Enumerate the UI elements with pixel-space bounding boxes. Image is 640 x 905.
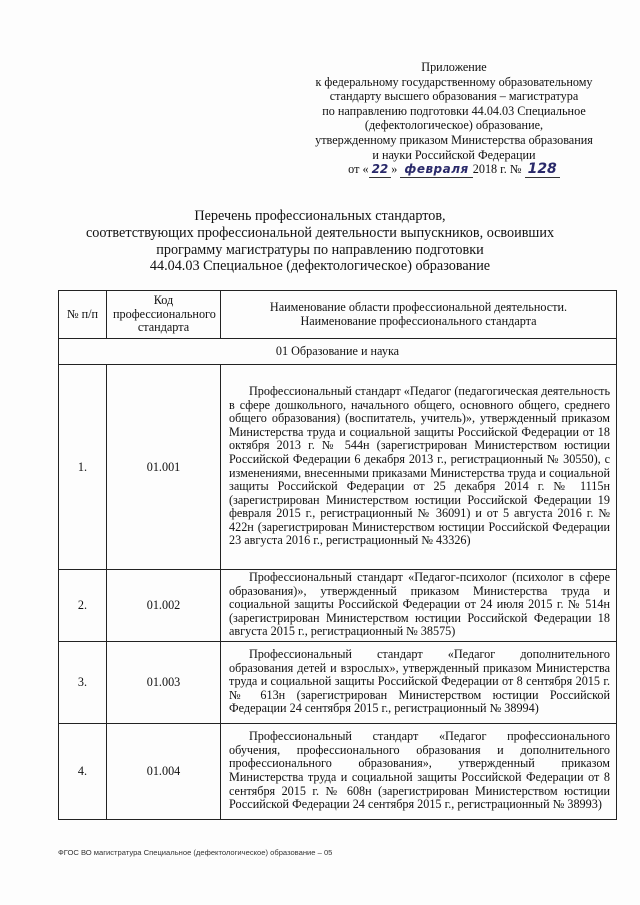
title-line: соответствующих профессиональной деятельности выпускников, освоивших xyxy=(85,224,555,241)
row-num: 3. xyxy=(59,642,107,724)
title-line: программу магистратуры по направлению подготовки xyxy=(156,241,484,258)
header-name: Наименование области профессиональной деятельности. Наименование профессионального стандарта xyxy=(221,291,617,339)
title-line: Перечень профессиональных стандартов, xyxy=(194,208,446,224)
row-code: 01.004 xyxy=(107,724,221,820)
document-title xyxy=(40,208,600,275)
table-header-row xyxy=(59,291,617,339)
handwritten-order-number: 128 xyxy=(525,162,560,178)
appendix-line: утвержденному приказом Министерства образования xyxy=(315,132,593,147)
row-num: 1. xyxy=(59,365,107,570)
handwritten-month: февраля xyxy=(400,162,472,178)
row-text-content: Профессиональный стандарт «Педагог-психолог (психолог в сфере образования)», утвержденный приказом Министерства труда и социальной защиты Российской Федерации от 24 июля 2015 г. № 514н (зарегистрирован Министерством юстиции Российской Федерации 18 августа 2015 г., регистрационный № 38575) xyxy=(229,570,610,639)
order-date-line xyxy=(304,162,604,178)
row-text-content: Профессиональный стандарт «Педагог дополнительного образования детей и взрослых», утвержденный приказом Министерства труда и социальной защиты Российской Федерации от 8 сентября 2015 г. № 613н (зарегистрирован Министерством юстиции Российской Федерации 24 сентября 2015 г., регистрационный № 38994) xyxy=(229,647,610,716)
row-code: 01.002 xyxy=(107,570,221,642)
appendix-line: к федеральному государственному образовательному xyxy=(315,74,593,89)
standards-table xyxy=(58,290,617,820)
row-text-content: Профессиональный стандарт «Педагог профессионального обучения, профессионального образования и дополнительного профессионального образования», утвержденный приказом Министерства труда и социальной защиты Российской Федерации от 8 сентября 2015 г. № 608н (зарегистрирован Министерством юстиции Российской Федерации 24 сентября 2015 г., регистрационный № 38993) xyxy=(229,729,610,812)
table-row xyxy=(59,642,617,724)
date-year: 2018 г. № xyxy=(472,162,522,177)
header-code: Код профессионального стандарта xyxy=(107,291,221,339)
row-text xyxy=(221,570,617,642)
date-mid: » xyxy=(391,162,398,177)
handwritten-day: 22 xyxy=(369,162,392,178)
section-title: 01 Образование и наука xyxy=(59,339,617,365)
appendix-line: (дефектологическое) образование, xyxy=(364,118,544,133)
appendix-line: по направлению подготовки 44.04.03 Специальное xyxy=(322,103,586,118)
table-row xyxy=(59,365,617,570)
row-text xyxy=(221,642,617,724)
appendix-block xyxy=(304,60,604,178)
table-row xyxy=(59,724,617,820)
appendix-line: и науки Российской Федерации xyxy=(372,147,536,162)
table-row xyxy=(59,570,617,642)
row-code: 01.003 xyxy=(107,642,221,724)
row-text xyxy=(221,724,617,820)
page-footer: ФГОС ВО магистратура Специальное (дефектологическое) образование – 05 xyxy=(58,848,333,857)
row-num: 4. xyxy=(59,724,107,820)
row-text xyxy=(221,365,617,570)
title-line: 44.04.03 Специальное (дефектологическое) образование xyxy=(149,258,491,275)
row-code: 01.001 xyxy=(107,365,221,570)
date-prefix: от « xyxy=(348,162,369,177)
row-num: 2. xyxy=(59,570,107,642)
appendix-line: стандарту высшего образования – магистратура xyxy=(329,89,579,104)
header-num: № п/п xyxy=(59,291,107,339)
section-row xyxy=(59,339,617,365)
appendix-line: Приложение xyxy=(421,60,487,74)
row-text-content: Профессиональный стандарт «Педагог (педагогическая деятельность в сфере дошкольного, начального общего, основного общего, среднего общего образования) (воспитатель, учитель)», утвержденный приказом Министерства труда и социальной защиты Российской Федерации от 18 октября 2013 г. № 544н (зарегистрирован Министерством юстиции Российской Федерации 6 декабря 2013 г., регистрационный № 30550), с изменениями, внесенными приказами Министерства труда и социальной защиты Российской Федерации от 25 декабря 2014 г. № 1115н (зарегистрирован Министерством юстиции Российской Федерации 19 февраля 2015 г., регистрационный № 36091) и от 5 августа 2016 г. № 422н (зарегистрирован Министерством юстиции Российской Федерации 23 августа 2016 г., регистрационный № 43326) xyxy=(229,383,610,548)
